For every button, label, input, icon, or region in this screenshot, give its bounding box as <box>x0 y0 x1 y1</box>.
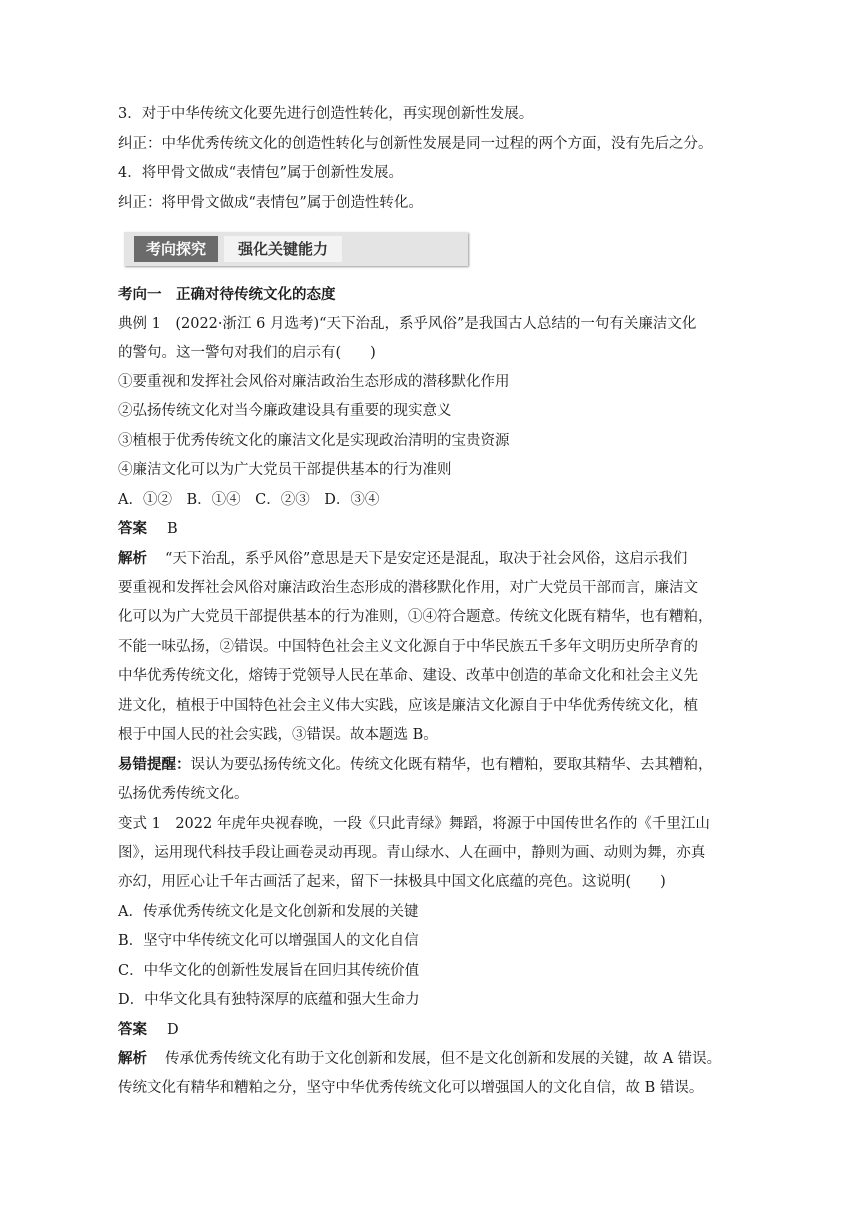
banner-title: 强化关键能力 <box>224 236 342 262</box>
variant-option-c: C．中华文化的创新性发展旨在回归其传统价值 <box>118 963 420 979</box>
variant-answer <box>118 1020 179 1040</box>
variant-stem-line-2: 图》，运用现代科技手段让画卷灵动再现。青山绿水、人在画中，静则为画、动则为舞，亦真 <box>118 845 706 861</box>
error-tip-line-2: 弘扬优秀传统文化。 <box>118 786 249 802</box>
correction-3: 纠正：中华优秀传统文化的创造性转化与创新性发展是同一过程的两个方面，没有先后之分。 <box>118 136 713 152</box>
section-banner <box>124 232 468 266</box>
example-item-1: ①要重视和发挥社会风俗对廉洁政治生态形成的潜移默化作用 <box>118 374 510 390</box>
example-stem-line-1: 典例 1 (2022·浙江 6 月选考)“天下治乱，系乎风俗”是我国古人总结的一句有关廉洁文化 <box>118 316 697 332</box>
error-tip-label: 易错提醒： <box>118 757 191 773</box>
example-analysis-line-2: 要重视和发挥社会风俗对廉洁政治生态形成的潜移默化作用，对广大党员干部而言，廉洁文 <box>118 580 698 596</box>
example-item-2: ②弘扬传统文化对当今廉政建设具有重要的现实意义 <box>118 403 452 419</box>
variant-option-d: D．中华文化具有独特深厚的底蕴和强大生命力 <box>118 992 420 1008</box>
example-analysis-line-4: 不能一味弘扬，②错误。中国特色社会主义文化源自于中华民族五千多年文明历史所孕育的 <box>118 639 698 655</box>
example-stem-line-2: 的警句。这一警句对我们的启示有( ) <box>118 345 376 361</box>
statement-3: 3．对于中华传统文化要先进行创造性转化，再实现创新性发展。 <box>118 106 534 122</box>
analysis-text: “天下治乱，系乎风俗”意思是天下是安定还是混乱，取决于社会风俗，这启示我们 <box>165 551 688 567</box>
example-analysis-line-3: 化可以为广大党员干部提供基本的行为准则，①④符合题意。传统文化既有精华，也有糟粕， <box>118 609 713 625</box>
example-analysis-line-5: 中华优秀传统文化，熔铸于党领导人民在革命、建设、改革中创造的革命文化和社会主义先 <box>118 668 698 684</box>
correction-4: 纠正：将甲骨文做成“表情包”属于创造性转化。 <box>118 195 423 211</box>
example-item-4: ④廉洁文化可以为广大党员干部提供基本的行为准则 <box>118 462 452 478</box>
analysis-label: 解析 <box>118 551 147 567</box>
variant-stem-line-1: 变式 1 2022 年虎年央视春晚，一段《只此青绿》舞蹈，将源于中国传世名作的《千里江山 <box>118 816 710 832</box>
banner-tag: 考向探究 <box>134 236 218 262</box>
variant-option-b: B．坚守中华传统文化可以增强国人的文化自信 <box>118 933 419 949</box>
example-analysis-line-7: 根于中国人民的社会实践，③错误。故本题选 B。 <box>118 727 438 743</box>
variant-analysis-text: 传承优秀传统文化有助于文化创新和发展，但不是文化创新和发展的关键，故 A 错误。 <box>165 1051 722 1067</box>
variant-analysis-label: 解析 <box>118 1051 147 1067</box>
variant-answer-label: 答案 <box>118 1022 147 1038</box>
answer-label: 答案 <box>118 521 147 537</box>
example-item-3: ③植根于优秀传统文化的廉洁文化是实现政治清明的宝贵资源 <box>118 433 510 449</box>
example-analysis-line-1 <box>118 549 687 569</box>
variant-analysis-line-1 <box>118 1049 721 1069</box>
example-answer <box>118 519 178 539</box>
variant-stem-line-3: 亦幻，用匠心让千年古画活了起来，留下一抹极具中国文化底蕴的亮色。这说明( ) <box>118 874 666 890</box>
error-tip-text: 误认为要弘扬传统文化。传统文化既有精华，也有糟粕，要取其精华、去其糟粕， <box>190 757 713 773</box>
error-tip-line-1 <box>118 755 713 775</box>
variant-answer-value: D <box>167 1022 179 1038</box>
variant-option-a: A．传承优秀传统文化是文化创新和发展的关键 <box>118 904 419 920</box>
variant-analysis-line-2: 传统文化有精华和糟粕之分，坚守中华优秀传统文化可以增强国人的文化自信，故 B 错误。 <box>118 1080 704 1096</box>
example-analysis-line-6: 进文化，植根于中国特色社会主义伟大实践，应该是廉洁文化源自于中华优秀传统文化，植 <box>118 698 698 714</box>
section-heading: 考向一 正确对待传统文化的态度 <box>118 287 336 303</box>
answer-value: B <box>167 521 178 537</box>
example-options: A．①② B．①④ C．②③ D．③④ <box>118 492 380 508</box>
statement-4: 4．将甲骨文做成“表情包”属于创新性发展。 <box>118 165 404 181</box>
